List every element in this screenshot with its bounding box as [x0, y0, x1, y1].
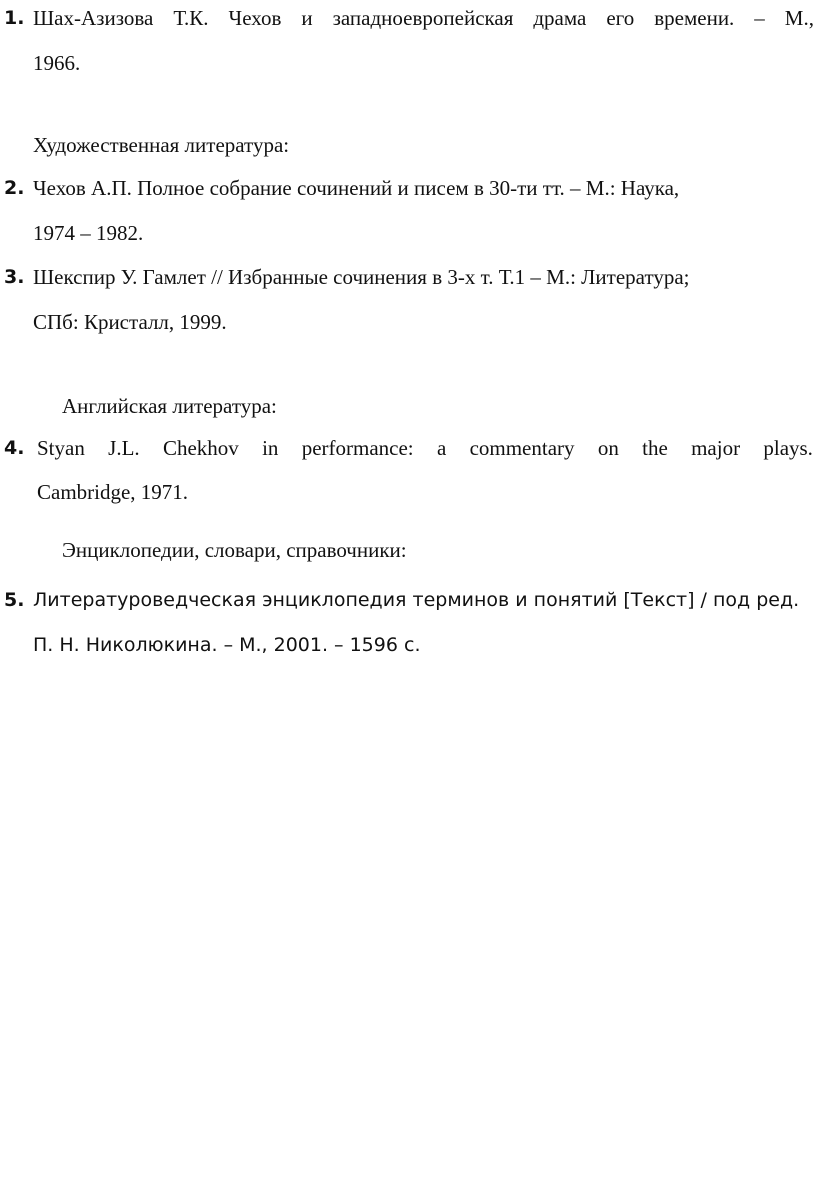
- entry-word: Styan: [37, 436, 85, 460]
- section-heading-english: Английская литература:: [62, 394, 277, 418]
- entry-number: 1.: [4, 7, 25, 29]
- section-heading-encyclopedias: Энциклопедии, словари, справочники:: [62, 538, 407, 562]
- entry-number: 5.: [4, 589, 25, 611]
- entry-word: и: [301, 6, 313, 30]
- entry-number: 4.: [4, 437, 25, 459]
- entry-line-2: П. Н. Николюкина. – М., 2001. – 1596 с.: [33, 634, 421, 656]
- entry-line-1: Шекспир У. Гамлет // Избранные сочинения в 3-х т. Т.1 – М.: Литература;: [33, 265, 690, 289]
- section-heading-fiction: Художественная литература:: [33, 133, 290, 157]
- entry-word: –: [754, 6, 765, 30]
- entry-word: commentary: [469, 436, 575, 460]
- entry-word: Чехов: [228, 6, 282, 30]
- entry-line-1: Литературоведческая энциклопедия терминов и понятий [Текст] / под ред.: [33, 589, 800, 611]
- entry-word: Chekhov: [162, 436, 239, 460]
- entry-word: a: [436, 436, 447, 460]
- entry-word: западноевропейская: [332, 6, 514, 30]
- entry-line-2: Cambridge, 1971.: [37, 480, 189, 504]
- entry-word: J.L.: [108, 436, 140, 460]
- entry-line-2: 1966.: [33, 51, 81, 75]
- entry-word: performance:: [301, 436, 414, 460]
- entry-number: 3.: [4, 266, 25, 288]
- entry-line-1: [33, 6, 814, 30]
- entry-line-1: [37, 436, 813, 460]
- entry-word: in: [262, 436, 279, 460]
- entry-word: Шах-Азизова: [33, 6, 154, 30]
- entry-line-2: СПб: Кристалл, 1999.: [33, 310, 227, 334]
- entry-number: 2.: [4, 177, 25, 199]
- entry-word: plays.: [763, 436, 813, 460]
- entry-word: его: [606, 6, 635, 30]
- entry-word: Т.К.: [173, 6, 209, 30]
- entry-word: on: [597, 436, 619, 460]
- entry-word: драма: [533, 6, 587, 30]
- entry-word: major: [691, 436, 741, 460]
- entry-word: the: [642, 436, 668, 460]
- entry-line-2: 1974 – 1982.: [33, 221, 144, 245]
- entry-word: М.,: [784, 6, 814, 30]
- entry-word: времени.: [654, 6, 735, 30]
- entry-line-1: Чехов А.П. Полное собрание сочинений и писем в 30-ти тт. – М.: Наука,: [33, 176, 680, 200]
